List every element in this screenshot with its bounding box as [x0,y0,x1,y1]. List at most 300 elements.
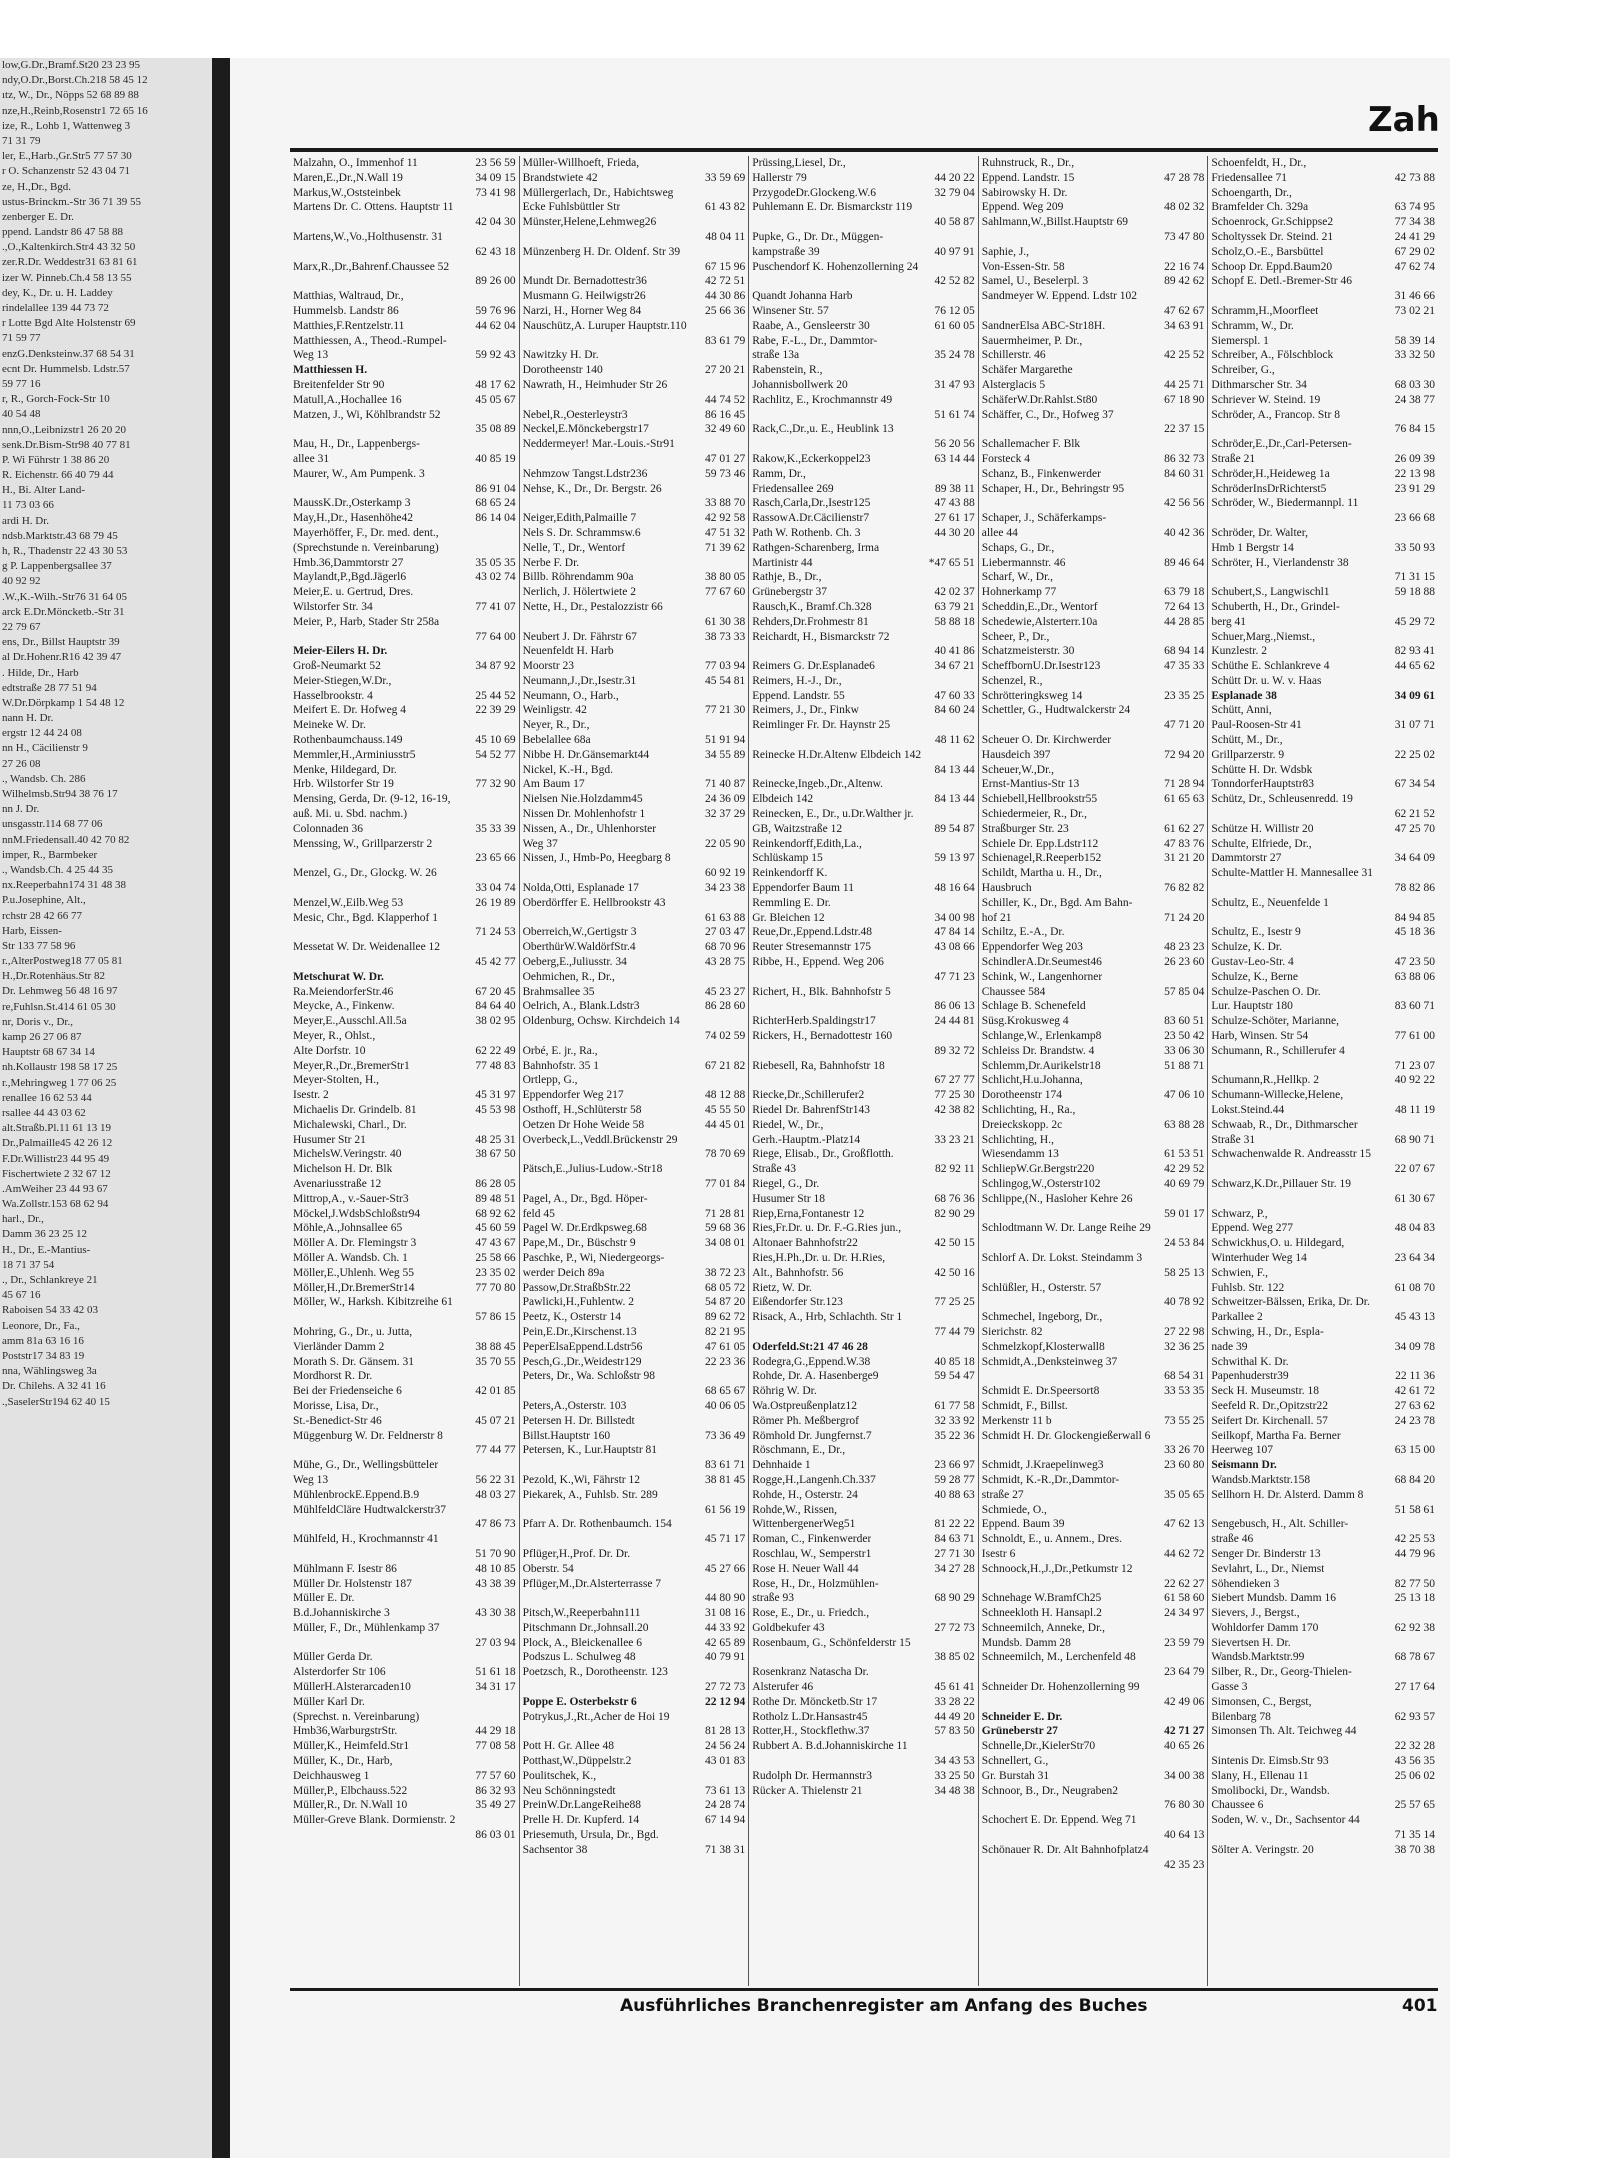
entry-name: Matull,A.,Hochallee 16 [293,393,402,406]
entry-name: Martinistr 44 [752,556,813,569]
directory-entry [293,1177,516,1192]
directory-entry [982,1650,1205,1665]
directory-entry [752,496,975,511]
entry-name: Seismann Dr. [1211,1459,1277,1472]
entry-name: Matthies,F.Rentzelstr.11 [293,319,405,332]
entry-name: Meier-Eilers H. Dr. [293,645,388,658]
directory-entry [1211,1059,1435,1074]
directory-entry [523,792,746,807]
entry-phone: 89 42 62 [1164,275,1205,288]
directory-entry [1211,689,1435,704]
entry-name: Schwaab, R., Dr., Dithmarscher [1211,1118,1358,1131]
directory-entry [523,1591,746,1606]
entry-name: Senger Dr. Binderstr 13 [1211,1547,1321,1560]
directory-entry [523,274,746,289]
directory-entry [1211,348,1435,363]
entry-name: Mordhorst R. Dr. [293,1370,373,1383]
entry-phone: 45 53 98 [475,1104,516,1116]
directory-entry [752,1059,975,1074]
facing-page-line: g P. Lappenbergsallee 37 [2,560,112,573]
directory-entry [752,970,975,985]
directory-entry [1211,1088,1435,1103]
entry-name: Seilkopf, Martha Fa. Berner [1211,1429,1341,1442]
facing-page-line: P.u.Josephine, Alt., [2,894,86,907]
directory-entry [752,1310,975,1325]
directory-entry [523,556,746,571]
entry-name: Poppe E. Osterbekstr 6 [522,1695,637,1708]
directory-entry [982,1044,1205,1059]
entry-name: Rose, H., Dr., Holzmühlen- [752,1577,879,1590]
entry-name: Puschendorf K. Hohenzollerning 24 [752,260,919,273]
directory-entry [293,422,516,437]
entry-name: Schiedermeier, R., Dr., [981,808,1088,821]
entry-phone: 42 50 15 [934,1237,975,1250]
directory-entry [752,363,975,378]
entry-phone: 71 38 31 [704,1843,746,1856]
directory-entry [523,348,746,363]
directory-entry [1211,1295,1435,1310]
entry-name: Schütz, Dr., Schleusenredd. 19 [1211,793,1353,806]
directory-entry [523,1044,746,1059]
facing-page-line: Wilhelmsb.Str94 38 76 17 [2,788,118,800]
entry-name: Süsg.Krokusweg 4 [981,1015,1069,1028]
entry-name: Schneemilch, M., Lerchenfeld 48 [981,1651,1136,1664]
entry-name: Hallerstr 79 [752,171,807,184]
directory-entry [982,703,1205,718]
entry-phone: 33 25 50 [934,1769,975,1782]
entry-name: Schütt Dr. u. W. v. Haas [1211,674,1322,687]
entry-name: Eppendorfer Baum 11 [752,882,854,895]
entry-phone: 25 57 65 [1394,1799,1435,1812]
directory-entry [752,230,975,245]
entry-name: Lokst.Steind.44 [1211,1104,1285,1116]
facing-page-line: r Lotte Bgd Alte Holstenstr 69 [2,317,136,330]
entry-phone: 33 28 22 [934,1695,975,1708]
entry-name: Mesic, Chr., Bgd. Klapperhof 1 [293,911,439,924]
entry-name: Eppend. Baum 39 [981,1518,1065,1531]
entry-name: Pesch,G.,Dr.,Weidestr129 [522,1355,642,1368]
directory-entry [982,1014,1205,1029]
entry-name: Eppend. Landstr. 55 [752,689,845,702]
entry-name: Vierländer Damm 2 [293,1340,385,1353]
directory-entry [293,408,516,423]
entry-name: Oberreich,W.,Gertigstr 3 [522,926,637,939]
directory-entry [752,1532,975,1547]
entry-phone: 42 50 16 [934,1266,975,1279]
directory-entry [752,1399,975,1414]
entry-name: Alt., Bahnhofstr. 56 [752,1266,844,1279]
directory-entry [523,674,746,689]
entry-phone: 34 43 53 [934,1755,975,1768]
entry-name: Risack, A., Hrb, Schlachth. Str 1 [752,1311,903,1324]
directory-entry [293,452,516,467]
directory-entry [752,1606,975,1621]
entry-name: Eißendorfer Str.123 [752,1296,843,1309]
entry-name: Müller,R., Dr. N.Wall 10 [293,1799,408,1812]
entry-phone: 62 93 57 [1394,1710,1435,1723]
directory-entry [1211,289,1435,304]
facing-page-line: R. Eichenstr. 66 40 79 44 [2,469,114,482]
entry-phone: 59 54 47 [934,1370,975,1383]
entry-name: Friedensallee 71 [1211,171,1288,184]
directory-entry [1211,496,1435,511]
directory-entry [982,511,1205,526]
entry-phone: 59 01 17 [1164,1207,1205,1220]
entry-name: Meyer, R., Ohlst., [293,1030,376,1043]
directory-entry [752,1562,975,1577]
entry-phone: 84 60 24 [934,704,975,717]
directory-entry [982,289,1205,304]
entry-name: Schütte H. Dr. Wdsbk [1211,763,1313,776]
directory-entry [293,230,516,245]
entry-phone: 68 94 14 [1164,645,1205,658]
entry-name: Reimers, J., Dr., Finkw [752,704,859,717]
directory-entry [982,1517,1205,1532]
entry-name: Schneider Dr. Hohenzollerning 99 [981,1681,1140,1694]
entry-name: Papenhuderstr39 [1211,1370,1289,1383]
directory-entry [1211,1695,1435,1710]
directory-entry [982,570,1205,585]
directory-entry [293,1118,516,1133]
directory-entry [1211,911,1435,926]
directory-entry [293,1325,516,1340]
entry-name: Scholz,O.-E., Barsbüttel [1211,245,1324,258]
entry-name: Harb, Winsen. Str 54 [1211,1030,1309,1043]
entry-name: Peters, Dr., Wa. Schloßstr 98 [522,1370,655,1383]
directory-entry [523,1369,746,1384]
entry-name: Weg 13 [293,1473,329,1486]
directory-entry [523,1828,746,1843]
facing-page-line: nann H. Dr. [2,712,54,725]
entry-name: Rohde,W., Rissen, [752,1503,838,1516]
facing-page-line: rindelallee 139 44 73 72 [2,302,109,314]
facing-page-line: ize, R., Lohb 1, Wattenweg 3 [2,119,131,132]
entry-phone: 42 56 56 [1164,497,1205,510]
directory-entry [1211,541,1435,556]
entry-phone: 43 56 35 [1394,1755,1435,1768]
directory-entry [752,541,975,556]
entry-name: Menzel,W.,Eilb.Weg 53 [293,896,404,909]
directory-entry [293,866,516,881]
directory-entry [1211,718,1435,733]
directory-entry [1211,822,1435,837]
entry-name: Schaper, J., Schäferkamps- [981,512,1107,525]
entry-phone: 47 25 70 [1394,822,1435,835]
directory-entry [752,1754,975,1769]
entry-name: Römer Ph. Meßbergrof [752,1414,859,1427]
directory-entry [1211,777,1435,792]
entry-phone: 48 10 85 [475,1562,516,1575]
directory-entry [982,156,1205,171]
entry-name: Schröder, W., Biedermannpl. 11 [1211,497,1359,510]
entry-name: Schlange,W., Erlenkamp8 [981,1030,1102,1043]
directory-entry [752,1029,975,1044]
directory-entry [752,807,975,822]
entry-name: Schultz, E., Neuenfelde 1 [1211,896,1329,909]
entry-phone: 45 18 36 [1394,926,1435,939]
entry-phone: 60 92 19 [704,867,746,880]
directory-entry [752,1680,975,1695]
entry-name: Pfarr A. Dr. Rothenbaumch. 154 [522,1518,672,1531]
entry-phone: 27 71 30 [934,1547,975,1560]
directory-entry [982,200,1205,215]
directory-entry [293,970,516,985]
directory-entry [752,896,975,911]
directory-entry [523,1236,746,1251]
entry-name: Schaper, H., Dr., Behringstr 95 [981,482,1125,495]
entry-name: Pein,E.Dr.,Kirschenst.13 [522,1325,637,1338]
entry-phone: 81 28 13 [704,1725,746,1738]
entry-name: Wohldorfer Damm 170 [1211,1621,1319,1634]
directory-entry [1211,200,1435,215]
facing-page-line: ndsb.Marktstr.43 68 79 45 [2,529,118,542]
directory-entry [982,792,1205,807]
entry-name: Bramfelder Ch. 329a [1211,201,1309,214]
entry-phone: 71 40 87 [704,778,746,791]
entry-name: Brandstwiete 42 [522,171,598,184]
directory-entry [1211,585,1435,600]
entry-name: Schlage B. Schenefeld [981,1000,1086,1013]
entry-name: Schoengarth, Dr., [1211,186,1292,199]
entry-name: Rathgen-Scharenberg, Irma [752,541,880,554]
directory-entry [523,511,746,526]
header-rule [290,148,1438,152]
directory-entry [1211,748,1435,763]
entry-phone: 71 28 94 [1164,778,1205,791]
directory-entry [1211,556,1435,571]
entry-name: Merkenstr 11 b [981,1414,1052,1427]
directory-entry [752,955,975,970]
directory-entry [293,1458,516,1473]
entry-name: Eppendorfer Weg 203 [981,941,1083,954]
entry-name: Potthast,W.,Düppelstr.2 [522,1755,632,1768]
entry-phone: 25 66 36 [704,304,746,317]
entry-phone: 71 24 20 [1164,911,1205,924]
directory-entry [982,1591,1205,1606]
directory-entry [982,1162,1205,1177]
directory-entry [1211,1340,1435,1355]
entry-phone: 83 61 71 [704,1459,746,1472]
entry-phone: 43 02 74 [475,571,516,584]
entry-name: Chaussee 6 [1211,1799,1264,1812]
entry-name: Mau, H., Dr., Lappenbergs- [293,438,420,451]
entry-name: Wilstorfer Str. 34 [293,600,373,613]
directory-entry [293,1221,516,1236]
directory-columns [290,156,1438,1986]
directory-entry [1211,1281,1435,1296]
entry-phone: 44 62 04 [475,319,516,332]
directory-entry [523,925,746,940]
directory-entry [752,186,975,201]
directory-entry [293,1754,516,1769]
entry-name: Dreieckskopp. 2c [981,1118,1063,1131]
facing-page-line: nn H., Cäcilienstr 9 [2,742,88,755]
entry-name: Marx,R.,Dr.,Bahrenf.Chaussee 52 [293,260,450,273]
directory-entry [752,393,975,408]
directory-entry [293,1695,516,1710]
directory-entry [752,792,975,807]
directory-entry [523,496,746,511]
directory-entry [982,1325,1205,1340]
entry-phone: 84 13 44 [934,763,975,776]
entry-phone: 63 79 21 [934,600,975,613]
directory-entry [752,1281,975,1296]
directory-entry [1211,1473,1435,1488]
entry-phone: 58 25 13 [1164,1266,1205,1279]
directory-entry [1211,733,1435,748]
directory-entry [1211,1517,1435,1532]
directory-entry [752,777,975,792]
directory-entry [752,1044,975,1059]
directory-entry [523,777,746,792]
entry-phone: 24 38 77 [1394,393,1435,406]
entry-name: (Sprechstunde n. Vereinbarung) [293,541,439,554]
facing-page-line: Harb, Eissen- [2,924,62,937]
entry-phone: 48 25 31 [475,1133,516,1146]
directory-entry [982,763,1205,778]
directory-entry [1211,703,1435,718]
facing-page-line: Leonore, Dr., Fa., [2,1319,80,1332]
directory-entry [982,393,1205,408]
entry-name: Rabe, F.-L., Dr., Dammtor- [752,334,878,347]
entry-phone: 22 25 02 [1394,748,1435,761]
entry-phone: 34 55 89 [704,748,746,761]
entry-name: Poetzsch, R., Dorotheenstr. 123 [522,1666,668,1679]
directory-entry [293,674,516,689]
entry-name: Seck H. Museumstr. 18 [1211,1385,1320,1398]
entry-name: Seefeld R. Dr.,Opitzstr22 [1211,1399,1328,1412]
facing-page-line: dey, K., Dr. u. H. Laddey [2,286,113,299]
directory-entry [523,1192,746,1207]
entry-phone: 45 43 13 [1394,1311,1435,1324]
entry-phone: 61 30 67 [1394,1192,1435,1205]
directory-entry [523,866,746,881]
entry-name: Oderfeld.St:21 47 46 28 [752,1340,868,1353]
entry-name: Müller-Willhoeft, Frieda, [522,157,640,169]
entry-name: Matthiessen, A., Theod.-Rumpel- [293,334,447,347]
directory-entry [293,585,516,600]
directory-entry [982,1813,1205,1828]
directory-entry [293,1340,516,1355]
entry-phone: 47 83 76 [1164,837,1205,850]
facing-page-line: r.,Mehringweg 1 77 06 25 [2,1076,117,1089]
entry-name: Sievertsen H. Dr. [1211,1636,1291,1649]
directory-entry [982,1636,1205,1651]
entry-name: Raabe, A., Gensleerstr 30 [752,319,870,332]
facing-page-line: P. Wi Führstr 1 38 86 20 [2,453,110,466]
entry-phone: 42 35 23 [1164,1858,1205,1871]
directory-entry [293,1621,516,1636]
directory-column [1208,156,1438,1986]
directory-entry [523,1739,746,1754]
entry-phone: 57 86 15 [475,1311,516,1324]
directory-entry [982,1695,1205,1710]
entry-phone: 26 19 89 [475,896,516,909]
entry-phone: 63 88 28 [1164,1118,1205,1131]
entry-phone: 71 31 15 [1394,571,1435,584]
entry-name: Rathje, B., Dr., [752,571,822,584]
directory-entry [752,1591,975,1606]
entry-phone: 73 36 49 [704,1429,746,1442]
directory-entry [752,1769,975,1784]
entry-name: Möhle,A.,Johnsallee 65 [293,1222,403,1235]
directory-entry [752,452,975,467]
entry-name: Reinkendorff K. [752,867,828,880]
entry-phone: 83 61 79 [704,334,746,347]
directory-entry [752,1414,975,1429]
entry-phone: 34 09 15 [475,171,516,184]
entry-phone: 59 92 43 [475,349,516,362]
entry-name: Dorotheenstr 140 [522,364,603,377]
entry-name: Billb. Röhrendamm 90a [522,571,634,584]
entry-name: Reue,Dr.,Eppend.Ldstr.48 [752,926,872,939]
facing-page-line: Raboisen 54 33 42 03 [2,1304,98,1317]
entry-name: SchäferW.Dr.Rahlst.St80 [981,393,1098,406]
entry-phone: 76 82 82 [1164,882,1205,895]
entry-phone: 51 88 71 [1164,1059,1205,1072]
directory-entry [752,925,975,940]
entry-name: Nette, H., Dr., Pestalozzistr 66 [522,600,663,613]
facing-page-line: kamp 26 27 06 87 [2,1031,82,1043]
entry-name: Schlodtmann W. Dr. Lange Reihe 29 [981,1222,1151,1235]
entry-phone: 22 12 94 [704,1695,746,1708]
entry-name: Bebelallee 68a [522,734,591,747]
entry-phone: 45 27 66 [704,1562,746,1575]
directory-entry [523,733,746,748]
entry-phone: 56 20 56 [934,438,975,451]
directory-entry [293,1784,516,1799]
directory-entry [293,541,516,556]
entry-name: Schütt, M., Dr., [1211,734,1283,747]
entry-name: Schuberth, H., Dr., Grindel- [1211,600,1340,613]
entry-phone: 61 77 58 [934,1399,975,1412]
entry-phone: 77 61 00 [1394,1030,1435,1043]
directory-entry [752,1665,975,1680]
directory-entry [293,748,516,763]
entry-name: Schlorf A. Dr. Lokst. Steindamm 3 [981,1251,1143,1264]
entry-phone: 47 43 88 [934,497,975,510]
entry-phone: 67 27 77 [934,1074,975,1087]
directory-entry [1211,245,1435,260]
entry-name: Sölter A. Veringstr. 20 [1211,1843,1314,1856]
entry-name: Schwien, F., [1211,1266,1268,1279]
entry-phone: 42 61 72 [1394,1385,1435,1398]
entry-name: Michaelis Dr. Grindelb. 81 [293,1104,417,1116]
entry-name: Schlingog,W.,Osterstr102 [981,1177,1101,1190]
entry-name: Münzenberg H. Dr. Oldenf. Str 39 [522,245,681,258]
directory-entry [1211,1162,1435,1177]
entry-name: Peters,A.,Osterstr. 103 [522,1399,627,1412]
directory-entry [1211,1355,1435,1370]
directory-entry [752,1621,975,1636]
directory-entry [982,1710,1205,1725]
entry-phone: 76 84 15 [1394,423,1435,436]
entry-name: Straße 31 [1211,1133,1256,1146]
entry-phone: 86 32 73 [1164,452,1205,465]
entry-name: Liebermannstr. 46 [981,556,1066,569]
entry-phone: 25 06 02 [1394,1769,1435,1782]
entry-name: Hrb. Wilstorfer Str 19 [293,778,394,791]
directory-entry [1211,1754,1435,1769]
directory-entry [982,1606,1205,1621]
entry-name: Meyer,E.,Ausschl.All.5a [293,1015,407,1028]
entry-name: Schoenfeldt, H., Dr., [1211,157,1307,169]
entry-name: Meyer-Stolten, H., [293,1074,380,1087]
entry-phone: 22 11 36 [1395,1370,1435,1383]
directory-entry [982,230,1205,245]
facing-page-line: .W.,K.-Wilh.-Str76 31 64 05 [2,590,128,603]
facing-page-line: Wa.Zollstr.153 68 62 94 [2,1198,109,1211]
